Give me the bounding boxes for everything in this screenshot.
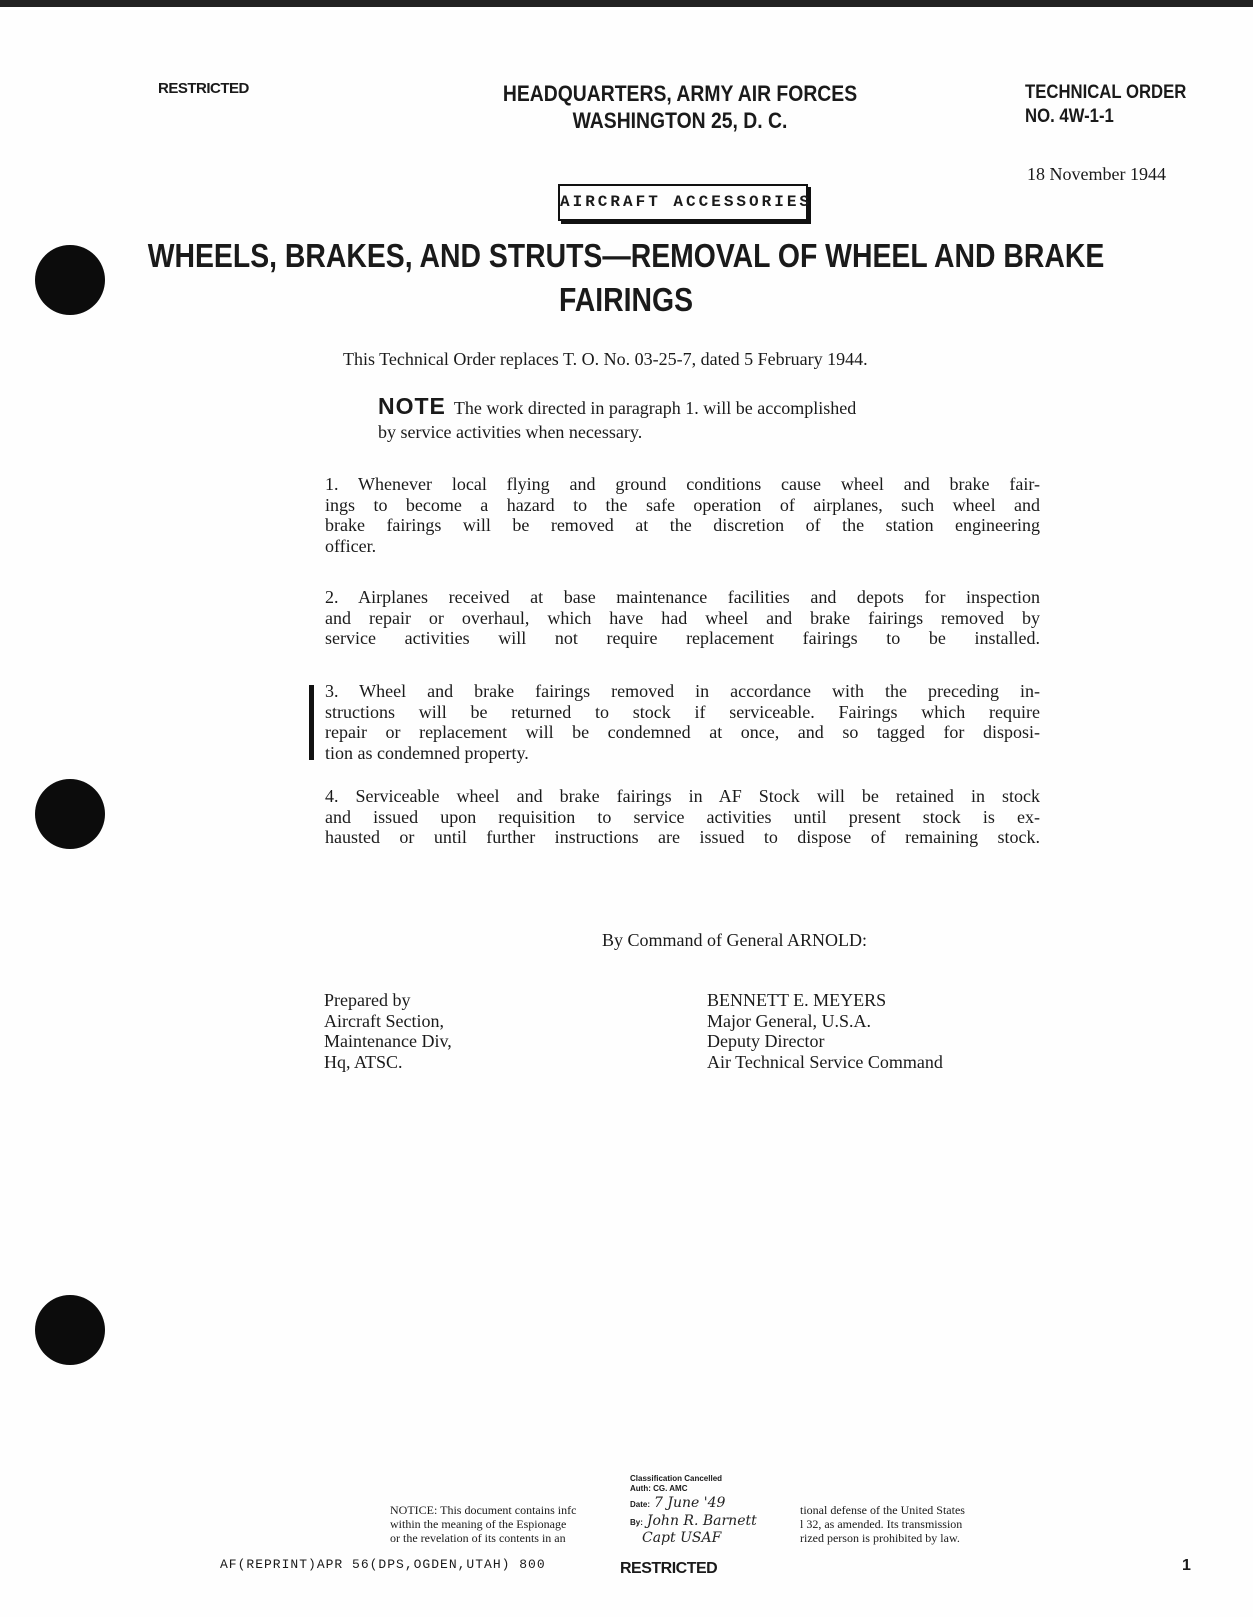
hq-line: HEADQUARTERS, ARMY AIR FORCES xyxy=(502,81,858,106)
paragraph-line: 4. Serviceable wheel and brake fairings in AF Stock will be retained in stock xyxy=(325,786,1040,806)
replaces-statement: This Technical Order replaces T. O. No. 03-25-7, dated 5 February 1944. xyxy=(343,349,868,369)
signatory-line: Air Technical Service Command xyxy=(707,1051,943,1072)
note-text: The work directed in paragraph 1. will be accomplished xyxy=(453,398,857,418)
stamp-date: 7 June '49 xyxy=(654,1495,726,1511)
page-number: 1 xyxy=(1182,1557,1191,1574)
reprint-line: AF(REPRINT)APR 56(DPS,OGDEN,UTAH) 800 xyxy=(220,1557,546,1572)
note-label: NOTE xyxy=(378,393,446,419)
prepared-line: Maintenance Div, xyxy=(324,1031,452,1052)
prepared-line: Prepared by xyxy=(324,990,411,1010)
notice-right xyxy=(800,1503,965,1545)
hq-line: WASHINGTON 25, D. C. xyxy=(572,108,788,133)
notice-line: rized person is prohibited by law. xyxy=(800,1531,960,1545)
signatory-block xyxy=(707,990,943,1072)
signatory-name: BENNETT E. MEYERS xyxy=(707,990,887,1010)
paragraph-line: 3. Wheel and brake fairings removed in accordance with the preceding in- xyxy=(325,681,1040,701)
paragraph-3 xyxy=(325,681,1040,763)
headquarters-heading xyxy=(416,80,944,134)
binder-hole xyxy=(35,1295,105,1365)
notice-line: l 32, as amended. Its transmission xyxy=(800,1517,963,1531)
paragraph-line: ings to become a hazard to the safe operation of airplanes, such wheel and xyxy=(325,494,1040,515)
paragraph-4 xyxy=(325,786,1040,848)
notice-left xyxy=(390,1503,576,1545)
stamp-rank: Capt USAF xyxy=(642,1530,722,1546)
binder-hole xyxy=(35,245,105,315)
prepared-line: Aircraft Section, xyxy=(324,1010,444,1031)
paragraph-line: tion as condemned property. xyxy=(325,742,529,763)
restricted-marking-top xyxy=(158,80,249,97)
stamp-line: Auth: CG. AMC xyxy=(630,1484,688,1493)
paragraph-line: service activities will not require replacement fairings to be installed. xyxy=(325,628,1040,649)
prepared-line: Hq, ATSC. xyxy=(324,1051,403,1072)
paragraph-line: and issued upon requisition to service activities until present stock is ex- xyxy=(325,806,1040,827)
stamp-line: Classification Cancelled xyxy=(630,1474,723,1483)
paragraph-line: 2. Airplanes received at base maintenance facilities and depots for inspection xyxy=(325,587,1040,607)
paragraph-2 xyxy=(325,587,1040,649)
to-label: TECHNICAL ORDER xyxy=(1025,82,1187,103)
document-title xyxy=(110,234,1142,322)
restricted-text: RESTRICTED xyxy=(620,1560,718,1577)
signatory-line: Major General, U.S.A. xyxy=(707,1010,871,1031)
notice-line: NOTICE: This document contains infc xyxy=(390,1503,577,1517)
stamp-by-label: By: xyxy=(630,1518,643,1527)
paragraph-line: officer. xyxy=(325,535,377,556)
change-bar xyxy=(309,685,314,760)
page-top-edge xyxy=(0,0,1253,7)
signatory-line: Deputy Director xyxy=(707,1031,825,1052)
restricted-marking-bottom xyxy=(620,1560,717,1578)
stamp-signature: John R. Barnett xyxy=(646,1513,757,1529)
title-line: WHEELS, BRAKES, AND STRUTS—REMOVAL OF WHEEL AND BRAKE xyxy=(147,237,1105,274)
paragraph-line: brake fairings will be removed at the discretion of the station engineering xyxy=(325,515,1040,536)
paragraph-line: hausted or until further instructions are issued to dispose of remaining stock. xyxy=(325,827,1040,848)
title-line: FAIRINGS xyxy=(558,281,694,318)
notice-line: within the meaning of the Espionage xyxy=(390,1517,567,1531)
note-block xyxy=(378,393,856,443)
paragraph-line: structions will be returned to stock if serviceable. Fairings which require xyxy=(325,701,1040,722)
binder-hole xyxy=(35,779,105,849)
to-number: NO. 4W-1-1 xyxy=(1025,106,1114,127)
notice-line: tional defense of the United States xyxy=(800,1503,965,1517)
stamp-date-label: Date: xyxy=(630,1500,651,1509)
category-box: AIRCRAFT ACCESSORIES xyxy=(558,184,808,221)
notice-line: or the revelation of its contents in an xyxy=(390,1531,566,1545)
command-line: By Command of General ARNOLD: xyxy=(602,930,867,950)
document-date: 18 November 1944 xyxy=(1027,164,1166,184)
prepared-by-block xyxy=(324,990,452,1072)
declassification-stamp xyxy=(630,1474,790,1547)
paragraph-line: repair or replacement will be condemned at once, and so tagged for disposi- xyxy=(325,722,1040,743)
paragraph-1 xyxy=(325,474,1040,556)
paragraph-line: 1. Whenever local flying and ground conditions cause wheel and brake fair- xyxy=(325,474,1040,494)
note-text: by service activities when necessary. xyxy=(378,422,643,442)
technical-order-number xyxy=(1025,81,1186,129)
restricted-text: RESTRICTED xyxy=(158,80,249,97)
paragraph-line: and repair or overhaul, which have had wheel and brake fairings removed by xyxy=(325,607,1040,628)
